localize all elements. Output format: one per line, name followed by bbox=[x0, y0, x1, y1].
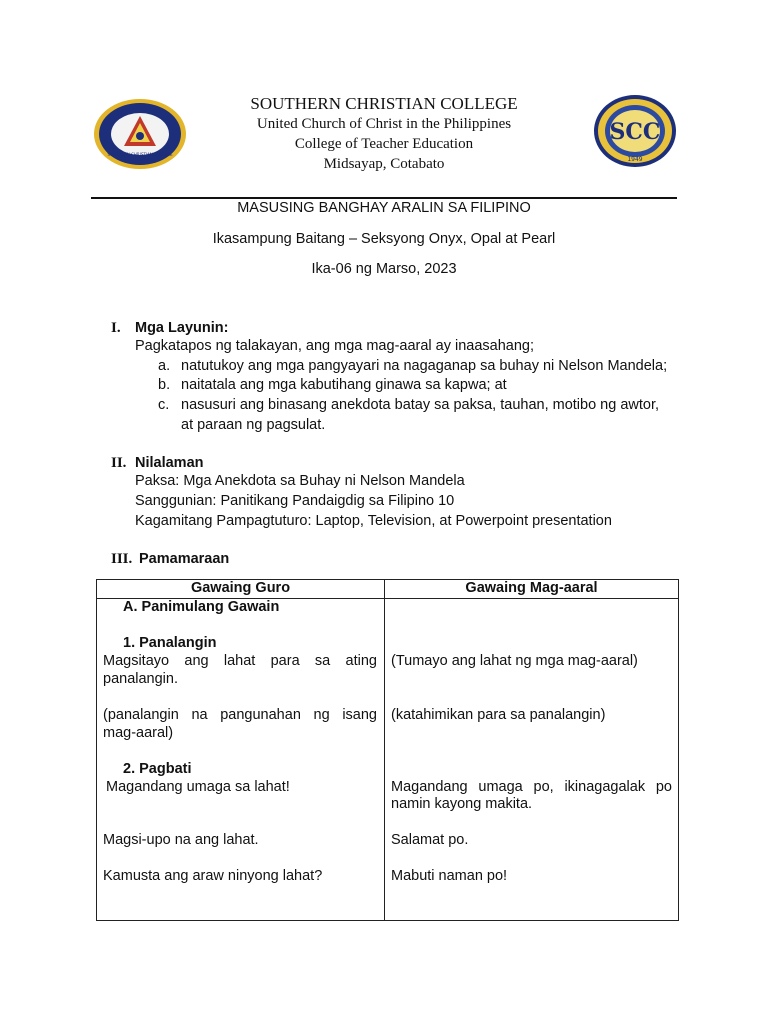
step-1-heading: 1. Panalangin bbox=[123, 635, 217, 651]
teacher-prayer-line1: Magsitayo ang lahat para sa ating bbox=[103, 653, 377, 669]
student-greeting-line1: Magandang umaga po, ikinagagalak po bbox=[391, 779, 672, 795]
student-silence: (katahimikan para sa panalangin) bbox=[391, 707, 606, 723]
lesson-date: Ika-06 ng Marso, 2023 bbox=[311, 261, 457, 277]
student-answer: Mabuti naman po! bbox=[391, 868, 508, 884]
objective-b: naitatala ang mga kabutihang ginawa sa kapwa; at bbox=[181, 377, 507, 393]
church-name: United Church of Christ in the Philippines bbox=[256, 116, 512, 132]
student-thanks: Salamat po. bbox=[391, 832, 469, 848]
table-row bbox=[97, 599, 679, 921]
objective-c: nasusuri ang binasang anekdota batay sa paksa, tauhan, motibo ng awtor, bbox=[181, 397, 660, 413]
objective-b-letter: b. bbox=[158, 377, 171, 393]
part-a-heading: A. Panimulang Gawain bbox=[123, 599, 280, 615]
column-header-student: Gawaing Mag-aaral bbox=[385, 580, 679, 599]
student-activities-cell bbox=[385, 599, 679, 921]
section-3-heading: Pamamaraan bbox=[139, 551, 230, 567]
table-header-row bbox=[97, 580, 679, 599]
content-reference: Sanggunian: Panitikang Pandaigdig sa Filipino 10 bbox=[135, 493, 455, 509]
teacher-activities-cell bbox=[97, 599, 385, 921]
section-1-heading: Mga Layunin: bbox=[135, 320, 229, 336]
objective-c-letter: c. bbox=[158, 397, 170, 413]
teacher-greeting: Magandang umaga sa lahat! bbox=[106, 779, 290, 795]
grade-section: Ikasampung Baitang – Seksyong Onyx, Opal at Pearl bbox=[212, 231, 556, 247]
teacher-prayer-line2: panalangin. bbox=[103, 671, 178, 687]
location: Midsayap, Cotabato bbox=[323, 156, 445, 172]
section-3-number: III. bbox=[111, 551, 133, 567]
objective-c-continuation: at paraan ng pagsulat. bbox=[181, 417, 326, 433]
department-name: College of Teacher Education bbox=[294, 136, 474, 152]
objective-a: natutukoy ang mga pangyayari na nagaganap sa buhay ni Nelson Mandela; bbox=[181, 358, 668, 374]
seal-left-text: SOUTHERN CHRISTIAN COLLEGE bbox=[107, 152, 173, 157]
seal-right-year: 1949 bbox=[627, 156, 643, 163]
content-materials: Kagamitang Pampagtuturo: Laptop, Television, at Powerpoint presentation bbox=[135, 513, 612, 529]
teacher-note-line2: mag-aaral) bbox=[103, 725, 174, 741]
college-name: SOUTHERN CHRISTIAN COLLEGE bbox=[250, 94, 518, 113]
section-2-number: II. bbox=[111, 455, 127, 471]
lesson-procedure-table bbox=[96, 579, 679, 921]
section-1-number: I. bbox=[111, 320, 121, 336]
student-greeting-line2: namin kayong makita. bbox=[391, 796, 533, 812]
step-2-heading: 2. Pagbati bbox=[123, 761, 192, 777]
column-header-teacher: Gawaing Guro bbox=[97, 580, 385, 599]
content-topic: Paksa: Mga Anekdota sa Buhay ni Nelson Mandela bbox=[135, 473, 465, 489]
seal-right-letters: SCC bbox=[609, 119, 661, 145]
document-title: MASUSING BANGHAY ARALIN SA FILIPINO bbox=[237, 200, 531, 216]
objective-a-letter: a. bbox=[158, 358, 171, 374]
student-stand: (Tumayo ang lahat ng mga mag-aaral) bbox=[391, 653, 638, 669]
section-2-heading: Nilalaman bbox=[135, 455, 204, 471]
header-divider bbox=[91, 197, 677, 199]
section-1-intro: Pagkatapos ng talakayan, ang mga mag-aaral ay inaasahang; bbox=[135, 338, 535, 354]
teacher-sit-down: Magsi-upo na ang lahat. bbox=[103, 832, 259, 848]
teacher-note-line1: (panalangin na pangunahan ng isang bbox=[103, 707, 377, 723]
teacher-ask-day: Kamusta ang araw ninyong lahat? bbox=[103, 868, 323, 884]
